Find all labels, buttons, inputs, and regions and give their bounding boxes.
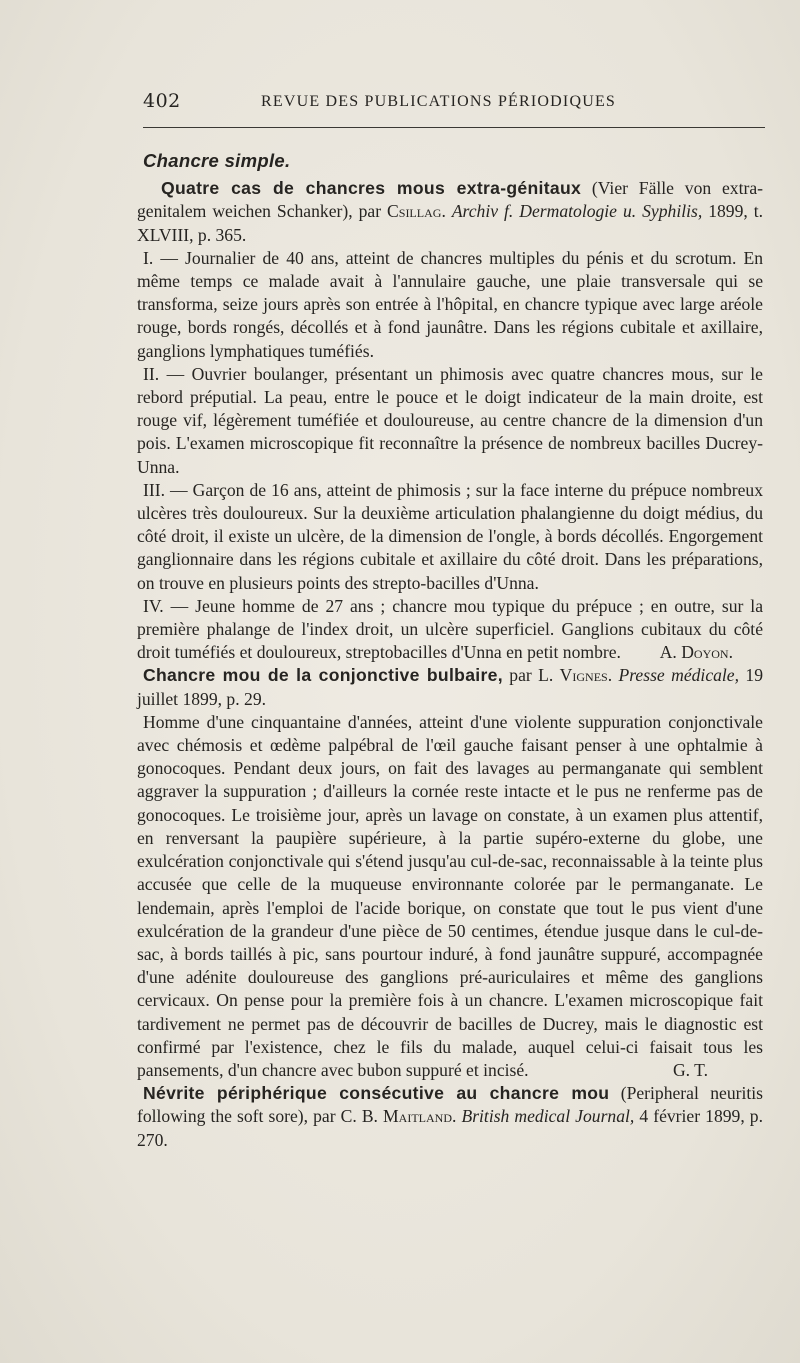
signature: A. Doyon. — [659, 642, 733, 663]
article-author: Csillag — [387, 201, 442, 222]
article-separator: . — [441, 201, 452, 222]
article-author: Vignes — [559, 665, 608, 686]
article-intro: (Vier Fälle von extra-genitalem weichen Schanker), par — [137, 178, 763, 222]
article-journal: Presse médicale, — [618, 665, 740, 686]
case-paragraph: I. — Journalier de 40 ans, atteint de chancres multiples du pénis et du scrotum. En même temps ce malade avait à l'annulaire gauche, une plaie transversale qui se transforma, seize jours après son entrée à l'hôpital, en chancre typique avec large aréole rouge, bords rongés, décollés et à fond jaunâtre. Dans les régions cubitale et axillaire, ganglions lymphatiques tuméfiés. — [137, 247, 763, 361]
article-title: Chancre mou de la conjonctive bulbaire, — [143, 665, 503, 686]
running-title: REVUE DES PUBLICATIONS PÉRIODIQUES — [261, 93, 617, 110]
article-intro: (Peripheral neuritis following the soft sore), par C. B. — [137, 1083, 763, 1127]
article-separator: . — [451, 1106, 462, 1127]
article-heading — [137, 664, 763, 710]
section-title: Chancre simple. — [143, 150, 291, 171]
case-paragraph — [137, 595, 763, 665]
article-journal: British medical Journal, — [461, 1106, 635, 1127]
page-content — [137, 145, 763, 1152]
page-header — [143, 90, 763, 118]
article-heading — [137, 177, 763, 247]
case-text: IV. — Jeune homme de 27 ans ; chancre mou typique du prépuce ; en outre, sur la première phalange de l'index droit, un ulcère superficiel. Ganglions cubitaux du côté droit tuméfiés et douloureux, streptobacilles d'Unna en petit nombre. — [137, 595, 763, 663]
article-title: Quatre cas de chancres mous extra-génitaux — [161, 178, 582, 199]
article-journal: Archiv f. Dermatologie u. Syphilis, — [451, 201, 703, 222]
case-paragraph: III. — Garçon de 16 ans, atteint de phimosis ; sur la face interne du prépuce nombreux ulcères très douloureux. Sur la deuxième articulation phalangienne du doigt médius, du côté droit, il existe un ulcère, de la dimension de l'ongle, à bords décollés. Engorgement ganglionnaire dans les régions cubitale et axillaire du côté droit. Dans les préparations, on trouve en plusieurs points des strepto-bacilles d'Unna. — [137, 479, 763, 593]
article-heading — [137, 1082, 763, 1152]
header-rule — [143, 127, 765, 128]
case-paragraph: II. — Ouvrier boulanger, présentant un phimosis avec quatre chancres mous, sur le rebord préputial. La peau, entre le pouce et le doigt indicateur de la main droite, est rouge vif, légèrement tuméfiée et douloureuse, au centre chancre de la dimension d'un pois. L'examen microscopique fit reconnaître la présence de nombreux bacilles Ducrey-Unna. — [137, 363, 763, 477]
page-number: 402 — [143, 90, 181, 112]
article-title: Névrite périphérique consécutive au chancre mou — [143, 1083, 610, 1104]
article-body — [137, 711, 763, 1082]
article-intro: par L. — [502, 665, 560, 686]
article-citation: 4 février 1899, p. 270. — [137, 1106, 763, 1150]
article-citation: 19 juillet 1899, p. 29. — [137, 665, 764, 709]
article-author: Maitland — [383, 1106, 452, 1127]
article-citation: 1899, t. XLVIII, p. 365. — [137, 201, 764, 245]
article-body-text: Homme d'une cinquantaine d'années, atteint d'une violente suppuration conjonctivale avec chémosis et œdème palpébral de l'œil gauche faisant penser à une ophtalmie à gonocoques. Pendant deux jours, on fait des lavages au permanganate qui semblent aggraver la suppuration ; d'ailleurs la cornée reste intacte et le pus ne renferme pas de gonocoques. Le troisième jour, après un lavage on constate, à un examen plus attentif, en renversant la paupière supérieure, à la partie supéro-externe du globe, une exulcération conjonctivale qui s'étend jusqu'au cul-de-sac, reconnaissable à la teinte plus accusée que celle de la muqueuse environnante colorée par le permanganate. Le lendemain, après l'emploi de l'acide borique, on constate que tout le pus vient d'une exulcération de la grandeur d'une pièce de 50 centimes, étendue jusque dans le cul-de-sac, à bords taillés à pic, sans pourtour induré, à fond jaunâtre suppuré, accompagnée d'une adénite douloureuse des ganglions pré-auriculaires et même des ganglions cervicaux. On pense pour la première fois à un chancre. L'examen microscopique fait tardivement ne permet pas de découvrir de bacilles de Ducrey, mais le diagnostic est confirmé par l'existence, chez le fils du malade, auquel celui-ci faisait tous les pansements, d'un chancre avec bubon suppuré et incisé. — [137, 711, 763, 1080]
signature: G. T. — [672, 1059, 708, 1080]
article-separator: . — [607, 665, 619, 686]
